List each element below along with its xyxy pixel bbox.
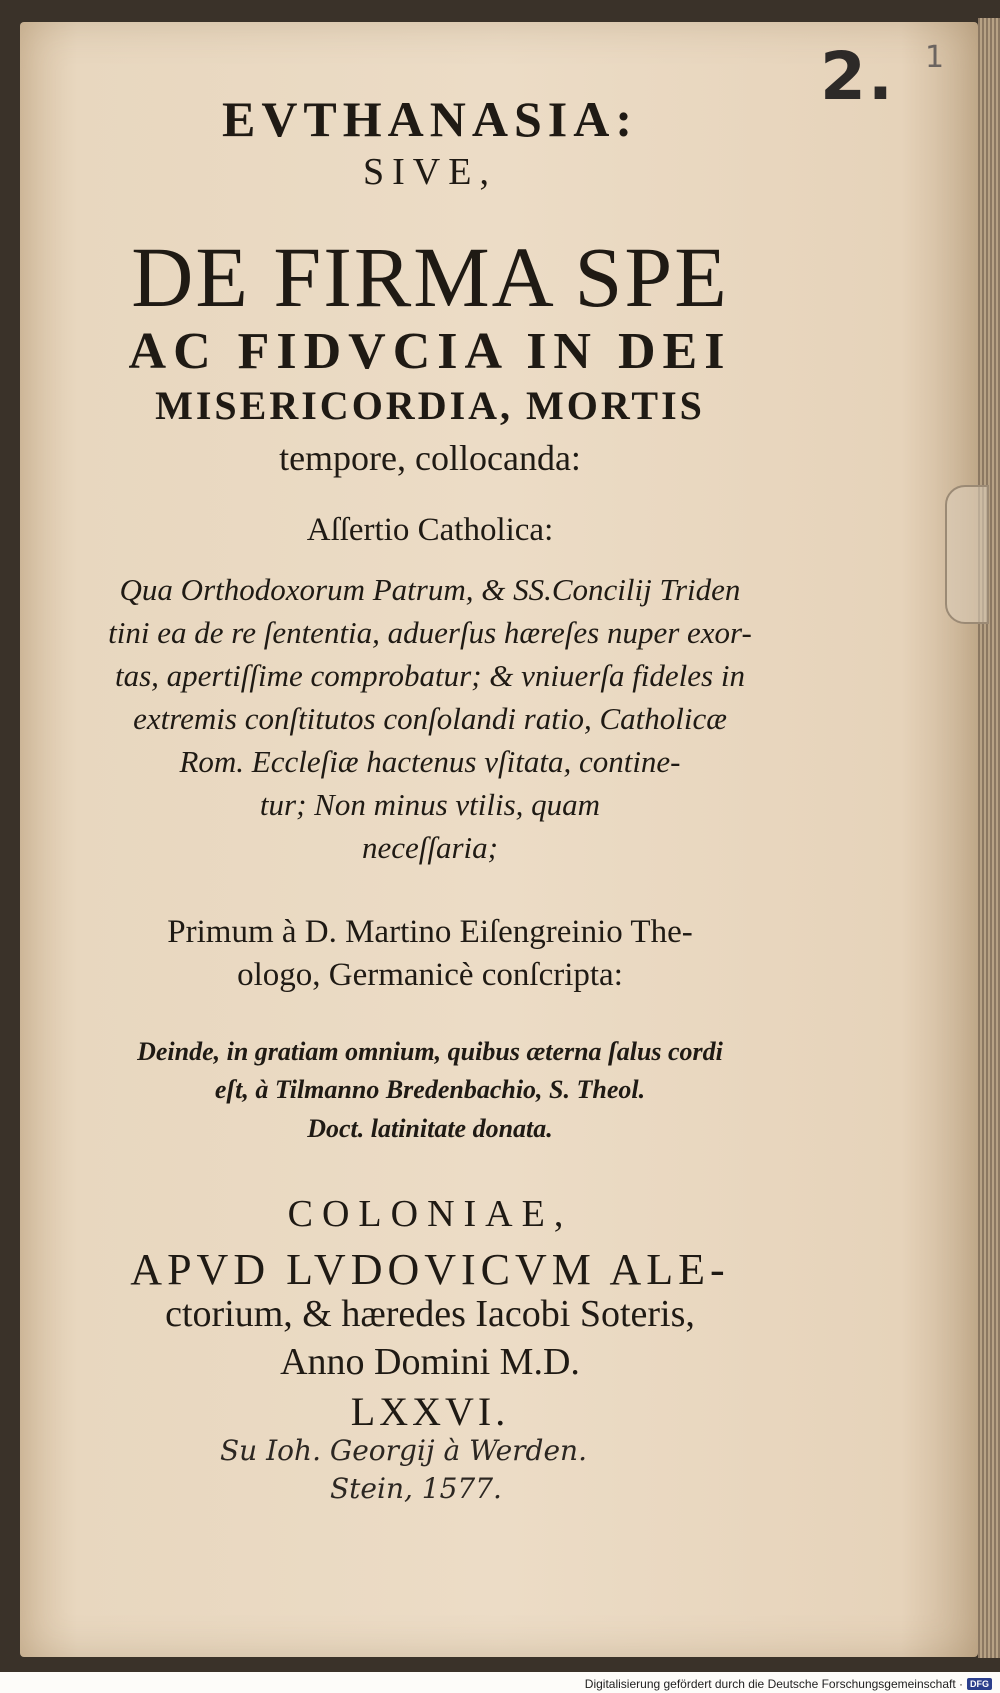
title-line-3: DE FIRMA SPE (131, 229, 729, 325)
description-line-3: tas, apertiſſime comprobatur; & vniuerſa fideles in (115, 658, 745, 693)
imprint-line-1: COLONIAE, (287, 1193, 573, 1235)
description-line-2: tini ea de re ſententia, aduerſus hæreſes nuper exor- (108, 615, 752, 650)
description-line-7: neceſſaria; (361, 830, 498, 865)
shelf-mark: 2. (820, 38, 895, 115)
shelf-mark-small: 1 (925, 40, 945, 75)
translator-line-1: Deinde, in gratiam omnium, quibus æterna ſalus cordi (137, 1037, 723, 1066)
description-line-5: Rom. Eccleſiæ hactenus vſitata, contine- (179, 744, 681, 779)
author-line-2: ologo, Germanicè conſcripta: (237, 957, 623, 993)
description-line-1: Qua Orthodoxorum Patrum, & SS.Concilij Triden (119, 572, 741, 607)
description-line-4: extremis conſtitutos conſolandi ratio, Catholicæ (133, 701, 727, 736)
dfg-logo: DFG (967, 1678, 992, 1690)
title-line-1: EVTHANASIA: (221, 91, 639, 147)
imprint-line-4: Anno Domini M.D. (280, 1341, 580, 1383)
imprint-line-5: LXXVI. (350, 1389, 510, 1434)
ownership-inscription-1: Su Ioh. Georgij à Werden. (220, 1434, 587, 1467)
title-line-6: tempore, collocanda: (279, 438, 581, 478)
title-page (20, 22, 978, 1657)
ownership-inscription-2: Stein, 1577. (330, 1472, 502, 1505)
translator-line-3: Doct. latinitate donata. (307, 1114, 553, 1143)
footer-credit (585, 1677, 992, 1691)
title-line-5: MISERICORDIA, MORTIS (155, 383, 705, 428)
author-line-1: Primum à D. Martino Eiſengreinio The- (167, 914, 693, 950)
footer-credit-text: Digitalisierung gefördert durch die Deutsche Forschungsgemeinschaft · (584, 1677, 963, 1691)
title-line-7: Aſſertio Catholica: (306, 512, 554, 548)
translator-line-2: eſt, à Tilmanno Bredenbachio, S. Theol. (214, 1075, 646, 1104)
title-line-2: SIVE, (363, 151, 497, 193)
page-edges (978, 18, 1000, 1658)
imprint-line-3: ctorium, & hæredes Iacobi Soteris, (165, 1293, 695, 1335)
imprint-line-2: APVD LVDOVICVM ALE- (130, 1245, 730, 1294)
bookmark-clip (945, 485, 989, 624)
title-line-4: AC FIDVCIA IN DEI (128, 323, 732, 380)
description-line-6: tur; Non minus vtilis, quam (259, 787, 601, 822)
